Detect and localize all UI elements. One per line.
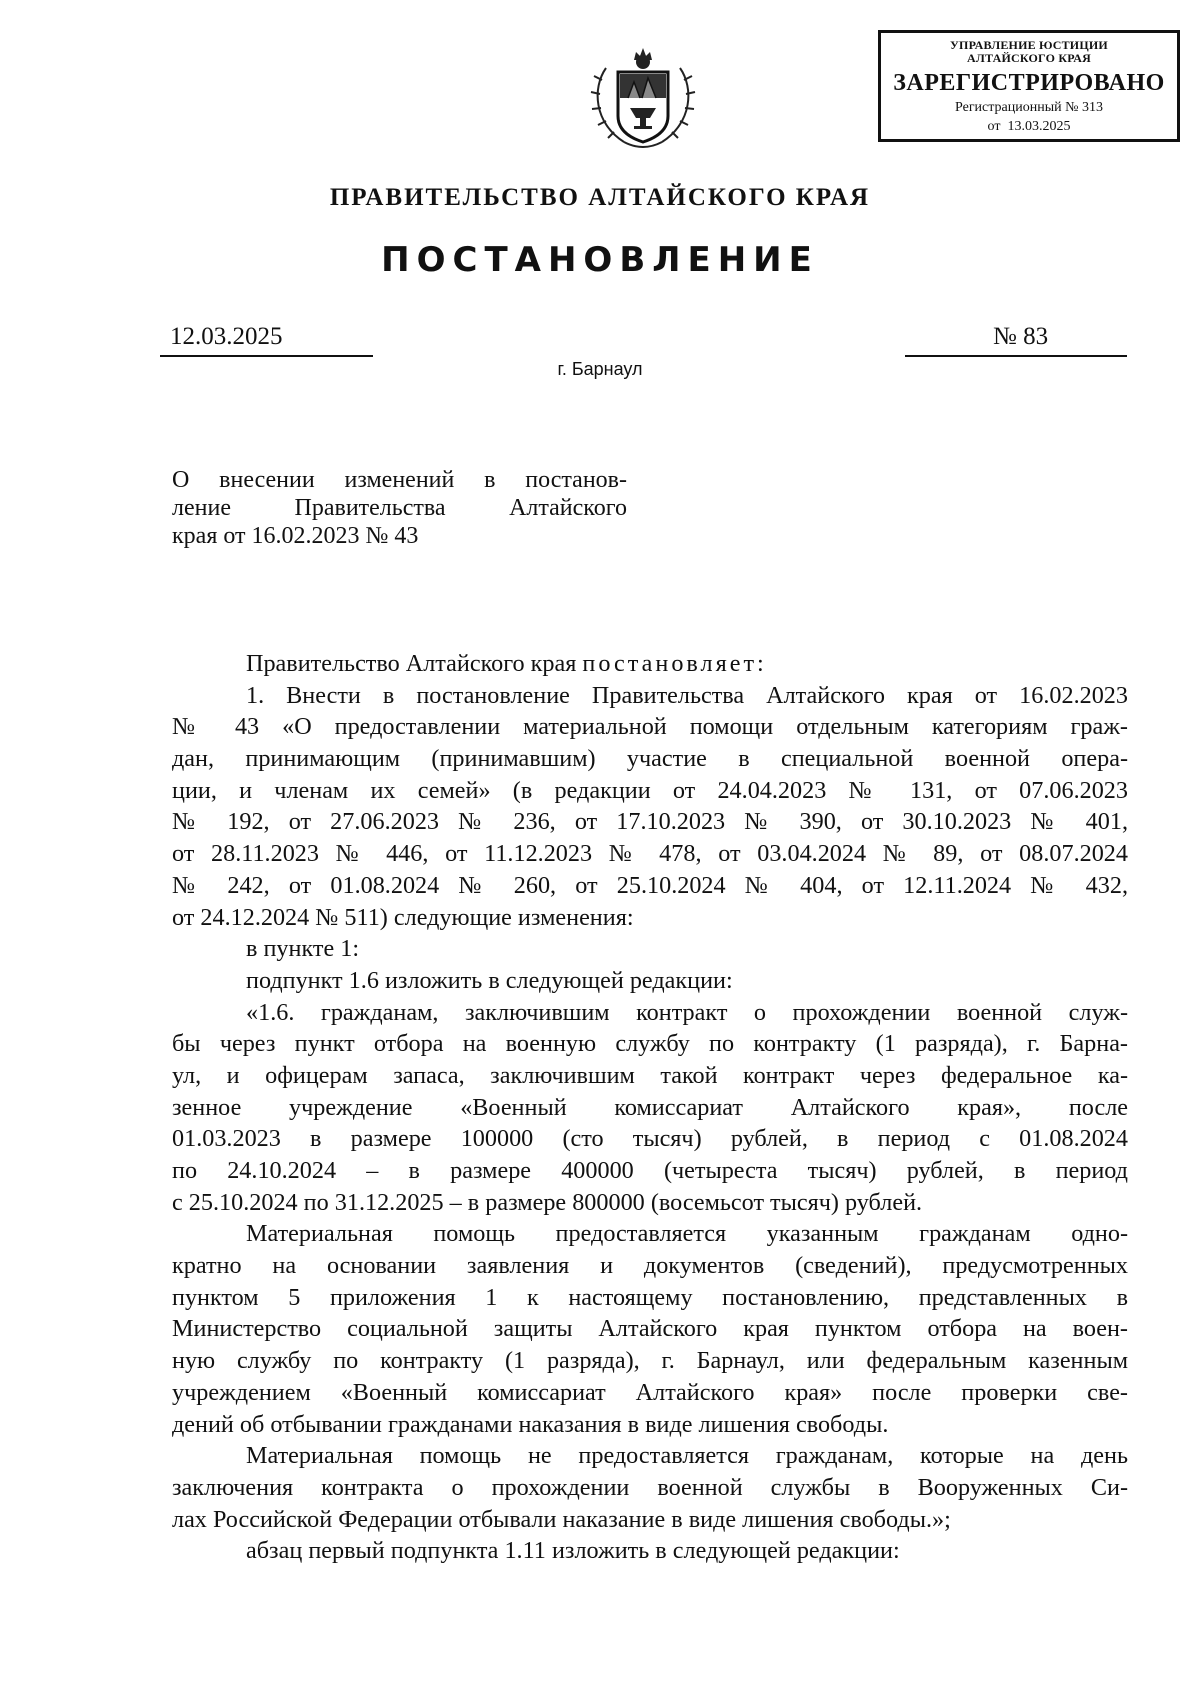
body-line: Министерство социальной защиты Алтайского края пунктом отбора на воен- (172, 1315, 1128, 1343)
subject-line: ление Правительства Алтайского (172, 495, 627, 521)
body-line: ную службу по контракту (1 разряда), г. Барнаул, или федеральным казенным (172, 1347, 1128, 1375)
body-line: Материальная помощь предоставляется указанным гражданам одно- (246, 1220, 1128, 1248)
body-line: подпункт 1.6 изложить в следующей редакции: (246, 966, 733, 994)
document-body (172, 648, 1128, 1567)
subject-line: края от 16.02.2023 № 43 (172, 523, 419, 549)
body-line: 1. Внести в постановление Правительства Алтайского края от 16.02.2023 (246, 681, 1128, 709)
body-line: № 43 «О предоставлении материальной помощи отдельным категориям граж- (172, 713, 1128, 741)
body-line: от 28.11.2023 № 446, от 11.12.2023 № 478, от 03.04.2024 № 89, от 08.07.2024 (172, 840, 1128, 868)
body-line: дений об отбывании гражданами наказания в виде лишения свободы. (172, 1410, 889, 1438)
body-line: с 25.10.2024 по 31.12.2025 – в размере 800000 (восемьсот тысяч) рублей. (172, 1188, 923, 1216)
stamp-reg-number: Регистрационный № 313 (955, 100, 1103, 115)
document-number-field (905, 323, 1127, 357)
body-line: зенное учреждение «Военный комиссариат Алтайского края», после (172, 1093, 1128, 1121)
body-line: учреждением «Военный комиссариат Алтайского края» после проверки све- (172, 1378, 1128, 1406)
stamp-department-line1: УПРАВЛЕНИЕ ЮСТИЦИИ (950, 38, 1108, 52)
preamble-decree-word: постановляет: (582, 650, 767, 677)
preamble (172, 648, 1128, 680)
document-date: 12.03.2025 (170, 323, 283, 350)
body-line: от 24.12.2024 № 511) следующие изменения: (172, 903, 634, 931)
body-line: Материальная помощь не предоставляется гражданам, которые на день (246, 1442, 1128, 1470)
coat-of-arms-emblem (584, 38, 702, 156)
body-line: бы через пункт отбора на военную службу по контракту (1 разряда), г. Барна- (172, 1030, 1128, 1058)
document-subject (172, 466, 627, 550)
body-line: заключения контракта о прохождении военной службы в Вооруженных Си- (172, 1473, 1128, 1501)
body-line: пунктом 5 приложения 1 к настоящему постановлению, представленных в (172, 1283, 1128, 1311)
body-line: абзац первый подпункта 1.11 изложить в следующей редакции: (246, 1537, 900, 1565)
body-line: «1.6. гражданам, заключившим контракт о прохождении военной служ- (246, 998, 1128, 1026)
document-number: № 83 (993, 323, 1049, 350)
stamp-department-line2: АЛТАЙСКОГО КРАЯ (967, 51, 1091, 65)
stamp-reg-date: от 13.03.2025 (987, 119, 1071, 134)
body-line: по 24.10.2024 – в размере 400000 (четыреста тысяч) рублей, в период (172, 1157, 1128, 1184)
body-line: ции, и членам их семей» (в редакции от 24.04.2023 № 131, от 07.06.2023 (172, 776, 1128, 804)
government-title: ПРАВИТЕЛЬСТВО АЛТАЙСКОГО КРАЯ (329, 184, 871, 211)
subject-line: О внесении изменений в постанов- (172, 467, 627, 493)
body-line: № 242, от 01.08.2024 № 260, от 25.10.2024 № 404, от 12.11.2024 № 432, (172, 871, 1128, 899)
document-type-title: ПОСТАНОВЛЕНИЕ (381, 240, 819, 280)
stamp-status: ЗАРЕГИСТРИРОВАНО (893, 70, 1165, 96)
registration-stamp (878, 30, 1180, 142)
document-date-field (160, 323, 373, 357)
body-line: в пункте 1: (246, 935, 360, 963)
body-line: кратно на основании заявления и документов (сведений), предусмотренных (172, 1252, 1128, 1280)
body-line: № 192, от 27.06.2023 № 236, от 17.10.2023 № 390, от 30.10.2023 № 401, (172, 808, 1128, 836)
body-line: 01.03.2023 в размере 100000 (сто тысяч) рублей, в период с 01.08.2024 (172, 1125, 1128, 1153)
preamble-text: Правительство Алтайского края (246, 650, 583, 677)
body-line: ул, и офицерам запаса, заключившим такой контракт через федеральное ка- (172, 1061, 1128, 1089)
body-line: дан, принимающим (принимавшим) участие в специальной военной опера- (172, 745, 1128, 773)
body-line: лах Российской Федерации отбывали наказание в виде лишения свободы.»; (172, 1505, 951, 1533)
document-city: г. Барнаул (557, 359, 643, 379)
